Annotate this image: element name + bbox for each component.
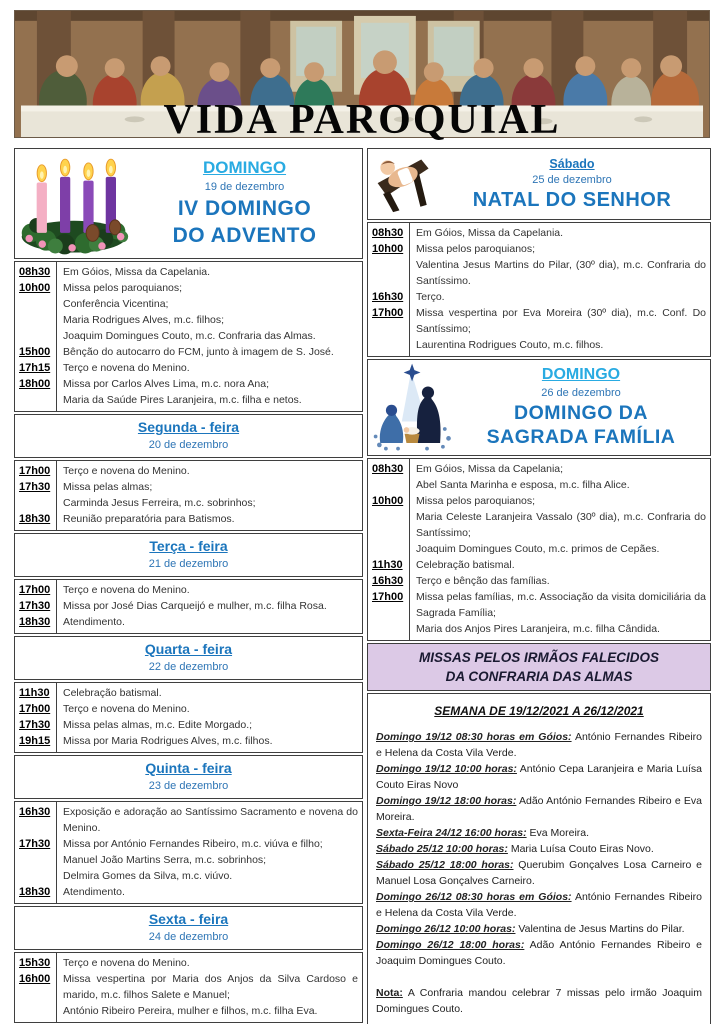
schedule-row [15,360,362,376]
feast-title-line: IV DOMINGO [177,197,312,221]
weekday-header [14,636,363,680]
weekday-name: Sexta - feira [148,911,229,927]
almas-entry: Domingo 19/12 10:00 horas: António Cepa Laranjeira e Maria Luísa Couto Eiras Novo [376,763,702,791]
time-label: 11h30 [368,557,410,573]
feast-title-line: SAGRADA FAMÍLIA [486,425,676,448]
mass-intention: Terço e novena do Menino. [63,703,190,715]
time-label: 16h00 [15,971,57,1022]
schedule-table [367,222,711,357]
feast-date: 19 de dezembro [204,181,285,194]
time-label: 18h30 [15,511,57,530]
mass-intention: Joaquim Domingues Couto, m.c. Confraria das Almas. [63,330,316,342]
mass-intention: Delmira Gomes da Silva, m.c. viúvo. [63,870,233,882]
mass-intention: Maria dos Anjos Pires Laranjeira, m.c. filha Cândida. [416,623,660,635]
mass-intention: Missa pelos paroquianos; [416,495,536,507]
schedule-row [368,223,710,241]
schedule-row [15,802,362,836]
weekday-header [14,414,363,458]
feast-text [458,366,710,449]
almas-entry-label: Domingo 19/12 08:30 horas em Góios: [376,731,572,743]
schedule-row [368,557,710,573]
mass-intention: Joaquim Domingues Couto, m.c. primos de Cepães. [416,543,660,555]
almas-week-title: SEMANA DE 19/12/2021 A 26/12/2021 [434,704,644,718]
mass-intention: Maria Rodrigues Alves, m.c. filhos; [63,314,225,326]
time-label: 17h00 [15,580,57,598]
time-label: 17h30 [15,836,57,884]
schedule-row [15,953,362,971]
mass-intentions [57,884,362,903]
schedule-row [15,884,362,903]
schedule-row [15,479,362,511]
feast-date: 25 de dezembro [532,174,612,186]
mass-intentions [57,953,362,971]
advent-wreath-icon [15,150,133,258]
almas-entry: Domingo 26/12 10:00 horas: Valentina de Jesus Martins do Pilar. [376,923,685,935]
almas-entry-label: Domingo 26/12 18:00 horas: [376,939,525,951]
time-label: 15h30 [15,953,57,971]
mass-intentions [410,289,710,305]
schedule-row [368,493,710,557]
almas-header-line: MISSAS PELOS IRMÃOS FALECIDOS [418,650,660,665]
schedule-row [15,461,362,479]
mass-intention: Missa pelos paroquianos; [416,243,536,255]
mass-intention: Terço e novena do Menino. [63,465,190,477]
mass-intention: Maria da Saúde Pires Laranjeira, m.c. filha e netos. [63,394,302,406]
baby-jesus-icon [368,149,440,219]
feast-day-label: DOMINGO [541,366,621,384]
mass-intention: Terço e novena do Menino. [63,957,190,969]
time-label: 18h30 [15,614,57,633]
weekday-date: 22 de dezembro [148,661,229,673]
mass-intention: Em Góios, Missa da Capelania; [416,463,564,475]
mass-intention: Abel Santa Marinha e esposa, m.c. filha Alice. [416,479,630,491]
almas-entry: Domingo 26/12 18:00 horas: Adão António Fernandes Ribeiro e Joaquim Domingues Couto. [376,939,702,967]
mass-intention: Terço e bênção das famílias. [416,575,550,587]
feast-day-label: Sábado [549,157,595,171]
almas-header-line: DA CONFRARIA DAS ALMAS [445,669,633,684]
mass-intentions [57,360,362,376]
nativity-icon [368,360,458,455]
time-label: 08h30 [368,459,410,493]
schedule-row [15,717,362,733]
schedule-table [14,261,363,412]
mass-intentions [57,376,362,411]
mass-intention: Carminda Jesus Ferreira, m.c. sobrinhos; [63,497,256,509]
time-label: 10h00 [368,241,410,289]
time-label: 16h30 [368,289,410,305]
time-label: 17h00 [368,589,410,640]
weekday-name: Quarta - feira [144,641,233,657]
schedule-row [368,241,710,289]
mass-intention: Em Góios, Missa da Capelania. [63,266,211,278]
schedule-table [14,952,363,1023]
mass-intentions [57,262,362,280]
mass-intention: Exposição e adoração ao Santíssimo Sacramento e novena do Menino. [63,806,358,834]
schedule-table [14,579,363,634]
feast-title-line: NATAL DO SENHOR [472,189,672,211]
mass-intention: Valentina Jesus Martins do Pilar, (30º dia), m.c. Confraria do Santíssimo. [416,259,706,287]
schedule-row [15,344,362,360]
mass-intentions [410,557,710,573]
mass-intention: Terço. [416,291,445,303]
mass-intentions [410,573,710,589]
mass-intentions [57,511,362,530]
time-label: 17h00 [368,305,410,356]
right-column [367,148,711,1024]
time-label: 18h30 [15,884,57,903]
feast-day-label: DOMINGO [202,158,287,178]
almas-entry: Domingo 19/12 08:30 horas em Góios: António Fernandes Ribeiro e Helena da Costa Vila Verde. [376,731,703,759]
feast-header-sagrada [367,359,711,456]
mass-intentions [57,802,362,836]
schedule-row [15,280,362,344]
feast-title-line: DO ADVENTO [172,223,317,247]
schedule-table [14,801,363,904]
schedule-row [15,511,362,530]
mass-intention: Missa pelos paroquianos; [63,282,183,294]
schedule-table [14,460,363,531]
mass-intention: Maria Celeste Laranjeira Vassalo (30º dia), m.c. Confraria do Santíssimo; [416,511,706,539]
feast-title [440,189,704,211]
time-label: 19h15 [15,733,57,752]
mass-intention: Missa vespertina por Eva Moreira (30º dia), m.c. Conf. Do Santíssimo; [416,307,706,335]
banner-title: VIDA PAROQUIAL [163,97,561,143]
feast-date: 26 de dezembro [541,387,621,400]
weekday-date: 21 de dezembro [148,558,229,570]
time-label: 11h30 [15,683,57,701]
schedule-row [15,614,362,633]
mass-intention: Celebração batismal. [63,687,162,699]
schedule-row [15,733,362,752]
mass-intention: Conferência Vicentina; [63,298,169,310]
feast-header-advent [14,148,363,259]
almas-entry-label: Sexta-Feira 24/12 16:00 horas: [376,827,527,839]
almas-entry-label: Sábado 25/12 18:00 horas: [376,859,514,871]
schedule-row [15,598,362,614]
mass-intentions [57,598,362,614]
almas-entry-label: Domingo 26/12 10:00 horas: [376,923,516,935]
schedule-row [368,573,710,589]
last-supper-banner [14,10,710,143]
weekday-name: Terça - feira [149,538,228,554]
almas-entry-label: Sábado 25/12 10:00 horas: [376,843,508,855]
mass-intentions [57,836,362,884]
feast-text [440,157,710,211]
schedule-row [15,701,362,717]
mass-intention: Missa por António Fernandes Ribeiro, m.c. viúva e filho; [63,838,323,850]
time-label: 17h00 [15,461,57,479]
mass-intentions [410,493,710,557]
mass-intentions [57,717,362,733]
feast-title [133,196,356,249]
mass-intention: Reunião preparatória para Batismos. [63,513,235,525]
note-label: Nota: [376,987,403,999]
almas-entry-label: Domingo 26/12 08:30 horas em Góios: [376,891,572,903]
almas-entry: Domingo 26/12 08:30 horas em Góios: António Fernandes Ribeiro e Helena da Costa Vila Verde. [376,891,703,919]
mass-intention: Missa pelas almas, m.c. Edite Morgado.; [63,719,253,731]
feast-text [133,158,362,249]
schedule-row [15,683,362,701]
mass-intention: Atendimento. [63,886,125,898]
time-label: 16h30 [15,802,57,836]
mass-intention: Em Góios, Missa da Capelania. [416,227,564,239]
mass-intention: Atendimento. [63,616,125,628]
weekday-date: 20 de dezembro [148,439,229,451]
time-label: 10h00 [368,493,410,557]
schedule-row [15,836,362,884]
almas-entry-label: Domingo 19/12 18:00 horas: [376,795,517,807]
almas-entry: Sexta-Feira 24/12 16:00 horas: Eva Moreira. [376,827,590,839]
mass-intentions [410,223,710,241]
schedule-row [368,305,710,356]
schedule-table [14,682,363,753]
left-column [14,148,363,1024]
feast-title [458,402,704,449]
time-label: 17h15 [15,360,57,376]
mass-intentions [57,479,362,511]
weekday-header [14,533,363,577]
time-label: 16h30 [368,573,410,589]
mass-intention: Missa por Maria Rodrigues Alves, m.c. filhos. [63,735,273,747]
weekday-date: 24 de dezembro [148,931,229,943]
time-label: 15h00 [15,344,57,360]
mass-intention: António Ribeiro Pereira, mulher e filhos, m.c. filha Eva. [63,1005,318,1017]
mass-intention: Bênção do autocarro do FCM, junto à imagem de S. José. [63,346,334,358]
mass-intentions [410,459,710,493]
mass-intentions [410,241,710,289]
weekday-header [14,906,363,950]
note: Nota: A Confraria mandou celebrar 7 missas pelo irmão Joaquim Domingues Couto. [376,987,702,1015]
weekday-header [14,755,363,799]
mass-intention: Missa pelas famílias, m.c. Associação da visita domiciliária da Sagrada Família; [416,591,706,619]
mass-intention: Laurentina Rodrigues Couto, m.c. filhos. [416,339,604,351]
mass-intentions [57,580,362,598]
weekday-date: 23 de dezembro [148,780,229,792]
almas-entry: Sábado 25/12 18:00 horas: Querubim Gonçalves Losa Carneiro e Manuel Losa Gonçalves Carneiro. [376,859,702,887]
time-label: 08h30 [15,262,57,280]
feast-title-line: DOMINGO DA [514,402,648,425]
mass-intention: Missa vespertina por Maria dos Anjos da Silva Cardoso e marido, m.c. filhos Salete e Manuel; [63,973,358,1001]
mass-intention: Manuel João Martins Serra, m.c. sobrinhos; [63,854,267,866]
time-label: 17h30 [15,598,57,614]
almas-entry-label: Domingo 19/12 10:00 horas: [376,763,517,775]
mass-intention: Terço e novena do Menino. [63,362,190,374]
weekday-name: Segunda - feira [137,419,240,435]
time-label: 18h00 [15,376,57,411]
time-label: 17h30 [15,717,57,733]
mass-intentions [57,280,362,344]
almas-section-body [367,693,711,1024]
mass-intention: Missa por Carlos Alves Lima, m.c. nora Ana; [63,378,269,390]
mass-intentions [410,589,710,640]
mass-intentions [57,614,362,633]
schedule-row [15,580,362,598]
schedule-table [367,458,711,641]
mass-intention: Terço e novena do Menino. [63,584,190,596]
mass-intentions [57,683,362,701]
schedule-row [368,289,710,305]
schedule-row [15,971,362,1022]
mass-intentions [410,305,710,356]
schedule-row [368,589,710,640]
time-label: 08h30 [368,223,410,241]
mass-intentions [57,971,362,1022]
schedule-row [368,459,710,493]
mass-intentions [57,733,362,752]
mass-intentions [57,701,362,717]
mass-intentions [57,344,362,360]
schedule-row [15,262,362,280]
time-label: 17h30 [15,479,57,511]
mass-intention: Missa por José Dias Carqueijó e mulher, m.c. filha Rosa. [63,600,327,612]
almas-entry: Domingo 19/12 18:00 horas: Adão António Fernandes Ribeiro e Eva Moreira. [376,795,703,823]
almas-entry: Sábado 25/12 10:00 horas: Maria Luísa Couto Eiras Novo. [376,843,654,855]
schedule-row [15,376,362,411]
mass-intention: Celebração batismal. [416,559,515,571]
almas-section-header [367,643,711,691]
time-label: 17h00 [15,701,57,717]
weekday-name: Quinta - feira [145,760,232,776]
feast-header-natal [367,148,711,220]
time-label: 10h00 [15,280,57,344]
mass-intentions [57,461,362,479]
mass-intention: Missa pelas almas; [63,481,153,493]
